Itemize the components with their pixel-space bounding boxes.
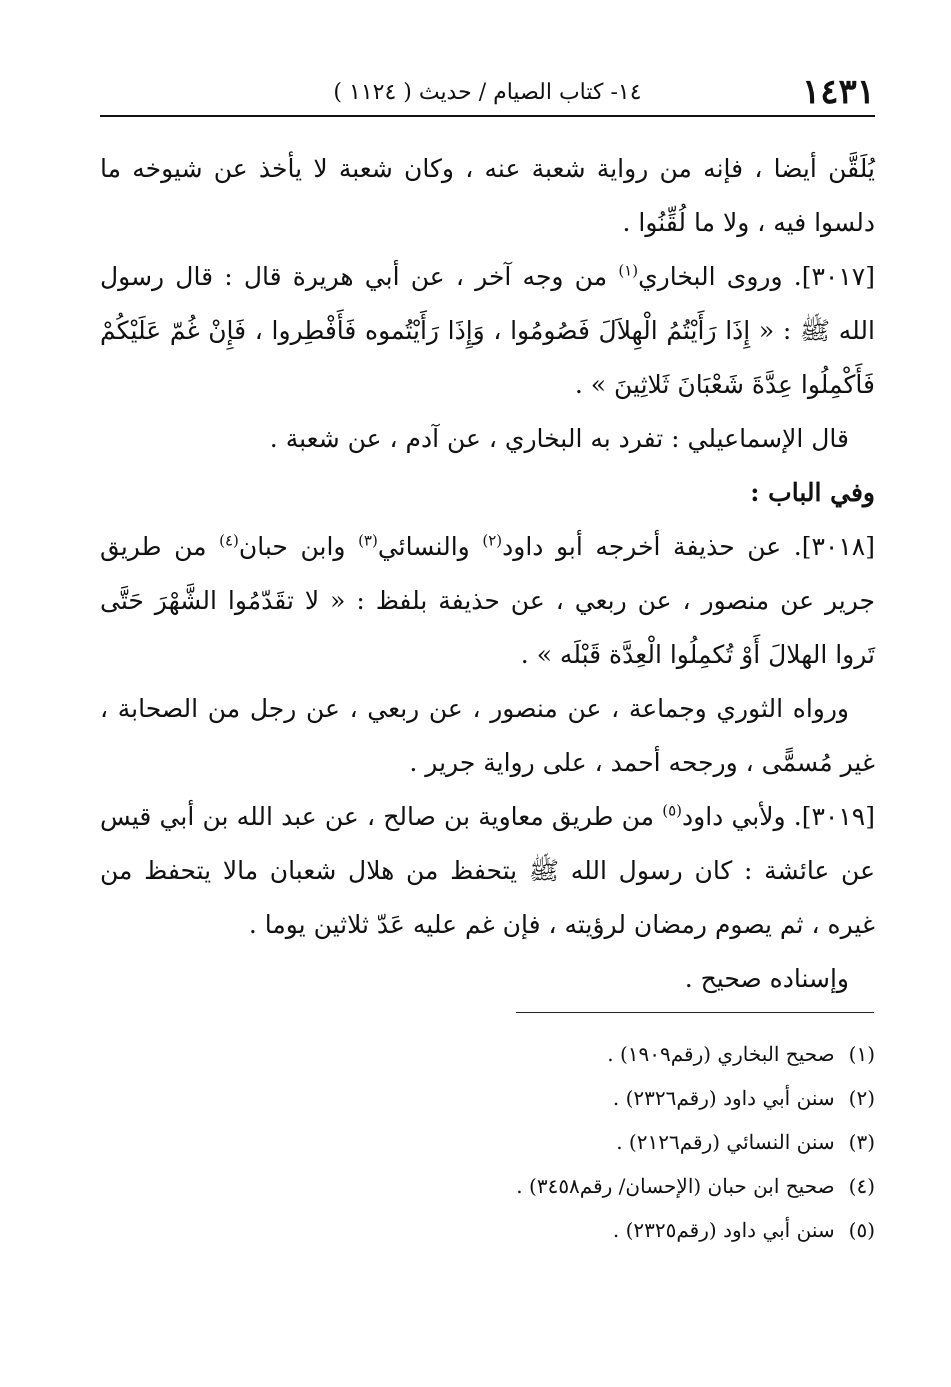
footnote-item (100, 1120, 875, 1164)
hadith-ref-3018: [٣٠١٨] (801, 532, 875, 561)
footnote-number: (٣) (848, 1130, 875, 1154)
hadith-3017 (100, 250, 875, 412)
hadith-ref-3019: [٣٠١٩] (801, 802, 875, 831)
footnote-number: (٥) (848, 1218, 875, 1242)
header-rule (100, 115, 875, 117)
paragraph-thawri: ورواه الثوري وجماعة ، عن منصور ، عن ربعي ، عن رجل من الصحابة ، غير مُسمًّى ، ورجحه أحمد ، على رواية جرير . (100, 694, 875, 777)
hadith-3018-text-a: . عن حذيفة أخرجه أبو داود (502, 532, 802, 561)
hadith-3018-text-c: وابن حبان (238, 532, 359, 561)
footnote-item (100, 1164, 875, 1208)
footnote-marker-3[interactable]: (٣) (358, 531, 378, 550)
hadith-3018-text-d: من طريق جرير عن منصور ، عن ربعي ، عن حذيفة بلفظ : « لا تقَدّمُوا الشَّهْرَ حَتَّى تَروا الهلالَ أَوْ تُكمِلُوا الْعِدَّة قَبْلَه » . (100, 532, 875, 669)
hadith-3018 (100, 520, 875, 682)
footnote-text: صحيح ابن حبان (الإحسان/ رقم٣٤٥٨) . (516, 1174, 835, 1198)
footnote-item (100, 1032, 875, 1076)
hadith-3019 (100, 790, 875, 952)
footnote-text: سنن أبي داود (رقم٢٣٢٥) . (612, 1218, 835, 1242)
running-title: ١٤- كتاب الصيام / حديث ( ١١٢٤ ) (333, 80, 642, 105)
footnote-text: صحيح البخاري (رقم١٩٠٩) . (607, 1042, 835, 1066)
footnote-item (100, 1208, 875, 1252)
paragraph-isnad: وإسناده صحيح . (684, 964, 849, 993)
section-heading: وفي الباب : (750, 478, 875, 507)
footnote-text: سنن النسائي (رقم٢١٢٦) . (616, 1130, 835, 1154)
hadith-3017-text-b: من وجه آخر ، عن أبي هريرة قال : قال رسول الله ﷺ : « إِذَا رَأَيْتُمُ الْهِلاَلَ فَصُومُوا ، وَإِذَا رَأَيْتُموه فَأَفْطِروا ، فَإِنْ غُمّ عَلَيْكُمْ فَأَكْمِلُوا عِدَّةَ شَعْبَانَ ثَلاثِينَ » . (100, 262, 875, 399)
footnote-marker-1[interactable]: (١) (618, 261, 639, 280)
hadith-3019-text-b: من طريق معاوية بن صالح ، عن عبد الله بن أبي قيس عن عائشة : كان رسول الله ﷺ يتحفظ من هلال شعبان مالا يتحفظ من غيره ، ثم يصوم رمضان لرؤيته ، فإن غم عليه عَدّ ثلاثين يوما . (100, 802, 875, 939)
page-header (100, 72, 875, 116)
paragraph-ismaili: قال الإسماعيلي : تفرد به البخاري ، عن آدم ، عن شعبة . (269, 424, 849, 453)
main-text (100, 142, 875, 1006)
footnote-text: سنن أبي داود (رقم٢٣٢٦) . (612, 1086, 835, 1110)
hadith-3018-text-b: والنسائي (377, 532, 483, 561)
hadith-3017-text-a: . وروى البخاري (638, 262, 802, 291)
footnote-item (100, 1076, 875, 1120)
paragraph-continuation: يُلَقَّن أيضا ، فإنه من رواية شعبة عنه ، وكان شعبة لا يأخذ عن شيوخه ما دلسوا فيه ، ولا ما لُقِّنُوا . (100, 154, 875, 237)
footnotes-list (100, 1032, 875, 1252)
footnote-marker-2[interactable]: (٢) (482, 531, 503, 550)
hadith-3019-text-a: . ولأبي داود (682, 802, 802, 831)
footnote-number: (١) (848, 1042, 875, 1066)
footnote-number: (٢) (848, 1086, 875, 1110)
footnote-marker-4[interactable]: (٤) (219, 531, 239, 550)
footnote-number: (٤) (848, 1174, 875, 1198)
hadith-ref-3017: [٣٠١٧] (801, 262, 875, 291)
footnote-rule (516, 1012, 874, 1013)
page-number: ١٤٣١ (801, 72, 875, 112)
footnote-marker-5[interactable]: (٥) (662, 801, 682, 820)
